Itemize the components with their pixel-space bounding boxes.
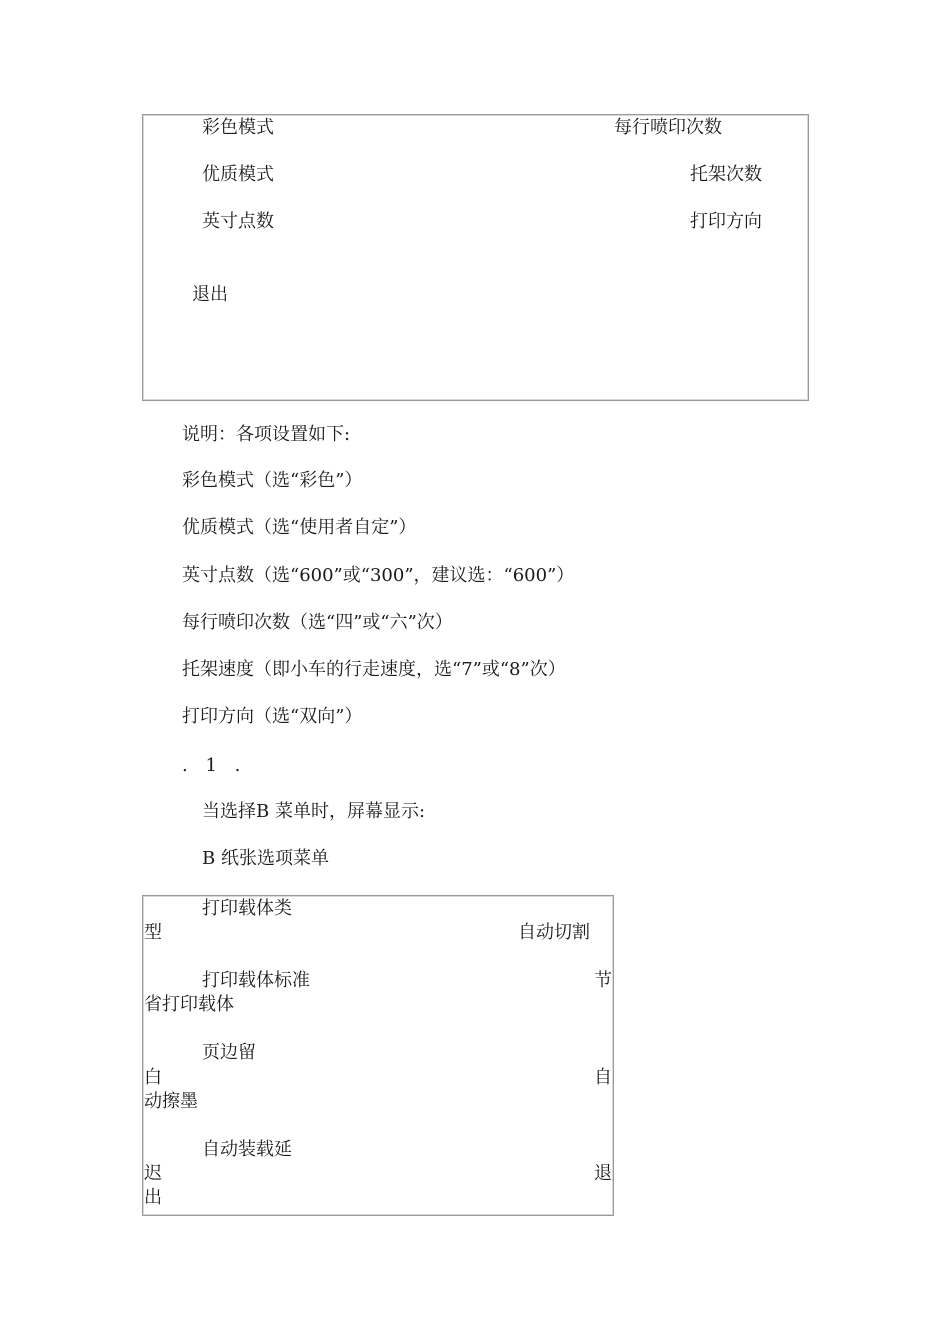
b-menu-intro: 当选择B 菜单时，屏幕显示:: [202, 801, 426, 822]
notes-heading: 说明：各项设置如下:: [182, 424, 351, 445]
menu-b-media-type-line1: 打印载体类: [202, 898, 292, 919]
menu-item-carriage-count: 托架次数: [690, 164, 762, 185]
b-menu-title: B 纸张选项菜单: [202, 848, 329, 869]
menu-b-auto-load-line1: 自动装载延: [202, 1139, 292, 1160]
menu-b-save-media-line1: 节: [594, 970, 612, 991]
menu-b-media-type-line2: 型: [144, 922, 162, 943]
menu-item-dpi: 英寸点数: [202, 211, 274, 232]
menu-b-exit-line2: 出: [144, 1187, 162, 1208]
menu-b-media-standard: 打印载体标准: [202, 970, 310, 991]
menu-item-print-direction: 打印方向: [690, 211, 762, 232]
menu-b-auto-cut: 自动切割: [518, 922, 590, 943]
menu-a-box: [142, 114, 809, 401]
menu-b-margin-line1: 页边留: [202, 1042, 256, 1063]
page-marker: . 1 .: [182, 755, 247, 776]
menu-b-auto-load-line2: 迟: [144, 1163, 162, 1184]
note-item-print-direction: 打印方向（选“双向”）: [182, 706, 363, 727]
note-item-passes: 每行喷印次数（选“四”或“六”次）: [182, 612, 453, 633]
menu-b-auto-wipe-line2: 动擦墨: [144, 1091, 198, 1112]
note-item-dpi: 英寸点数（选“600”或“300”，建议选：“600”）: [182, 565, 575, 586]
menu-item-passes-per-line: 每行喷印次数: [614, 117, 722, 138]
note-item-carriage-speed: 托架速度（即小车的行走速度，选“7”或“8”次）: [182, 659, 566, 680]
menu-b-auto-wipe-line1: 自: [594, 1067, 612, 1088]
menu-item-color-mode: 彩色模式: [202, 117, 274, 138]
note-item-quality-mode: 优质模式（选“使用者自定”）: [182, 517, 417, 538]
menu-item-exit: 退出: [192, 284, 228, 305]
menu-b-margin-line2: 白: [144, 1067, 162, 1088]
note-item-color-mode: 彩色模式（选“彩色”）: [182, 470, 363, 491]
menu-b-exit-line1: 退: [594, 1163, 612, 1184]
menu-item-quality-mode: 优质模式: [202, 164, 274, 185]
menu-b-save-media-line2: 省打印载体: [144, 994, 234, 1015]
